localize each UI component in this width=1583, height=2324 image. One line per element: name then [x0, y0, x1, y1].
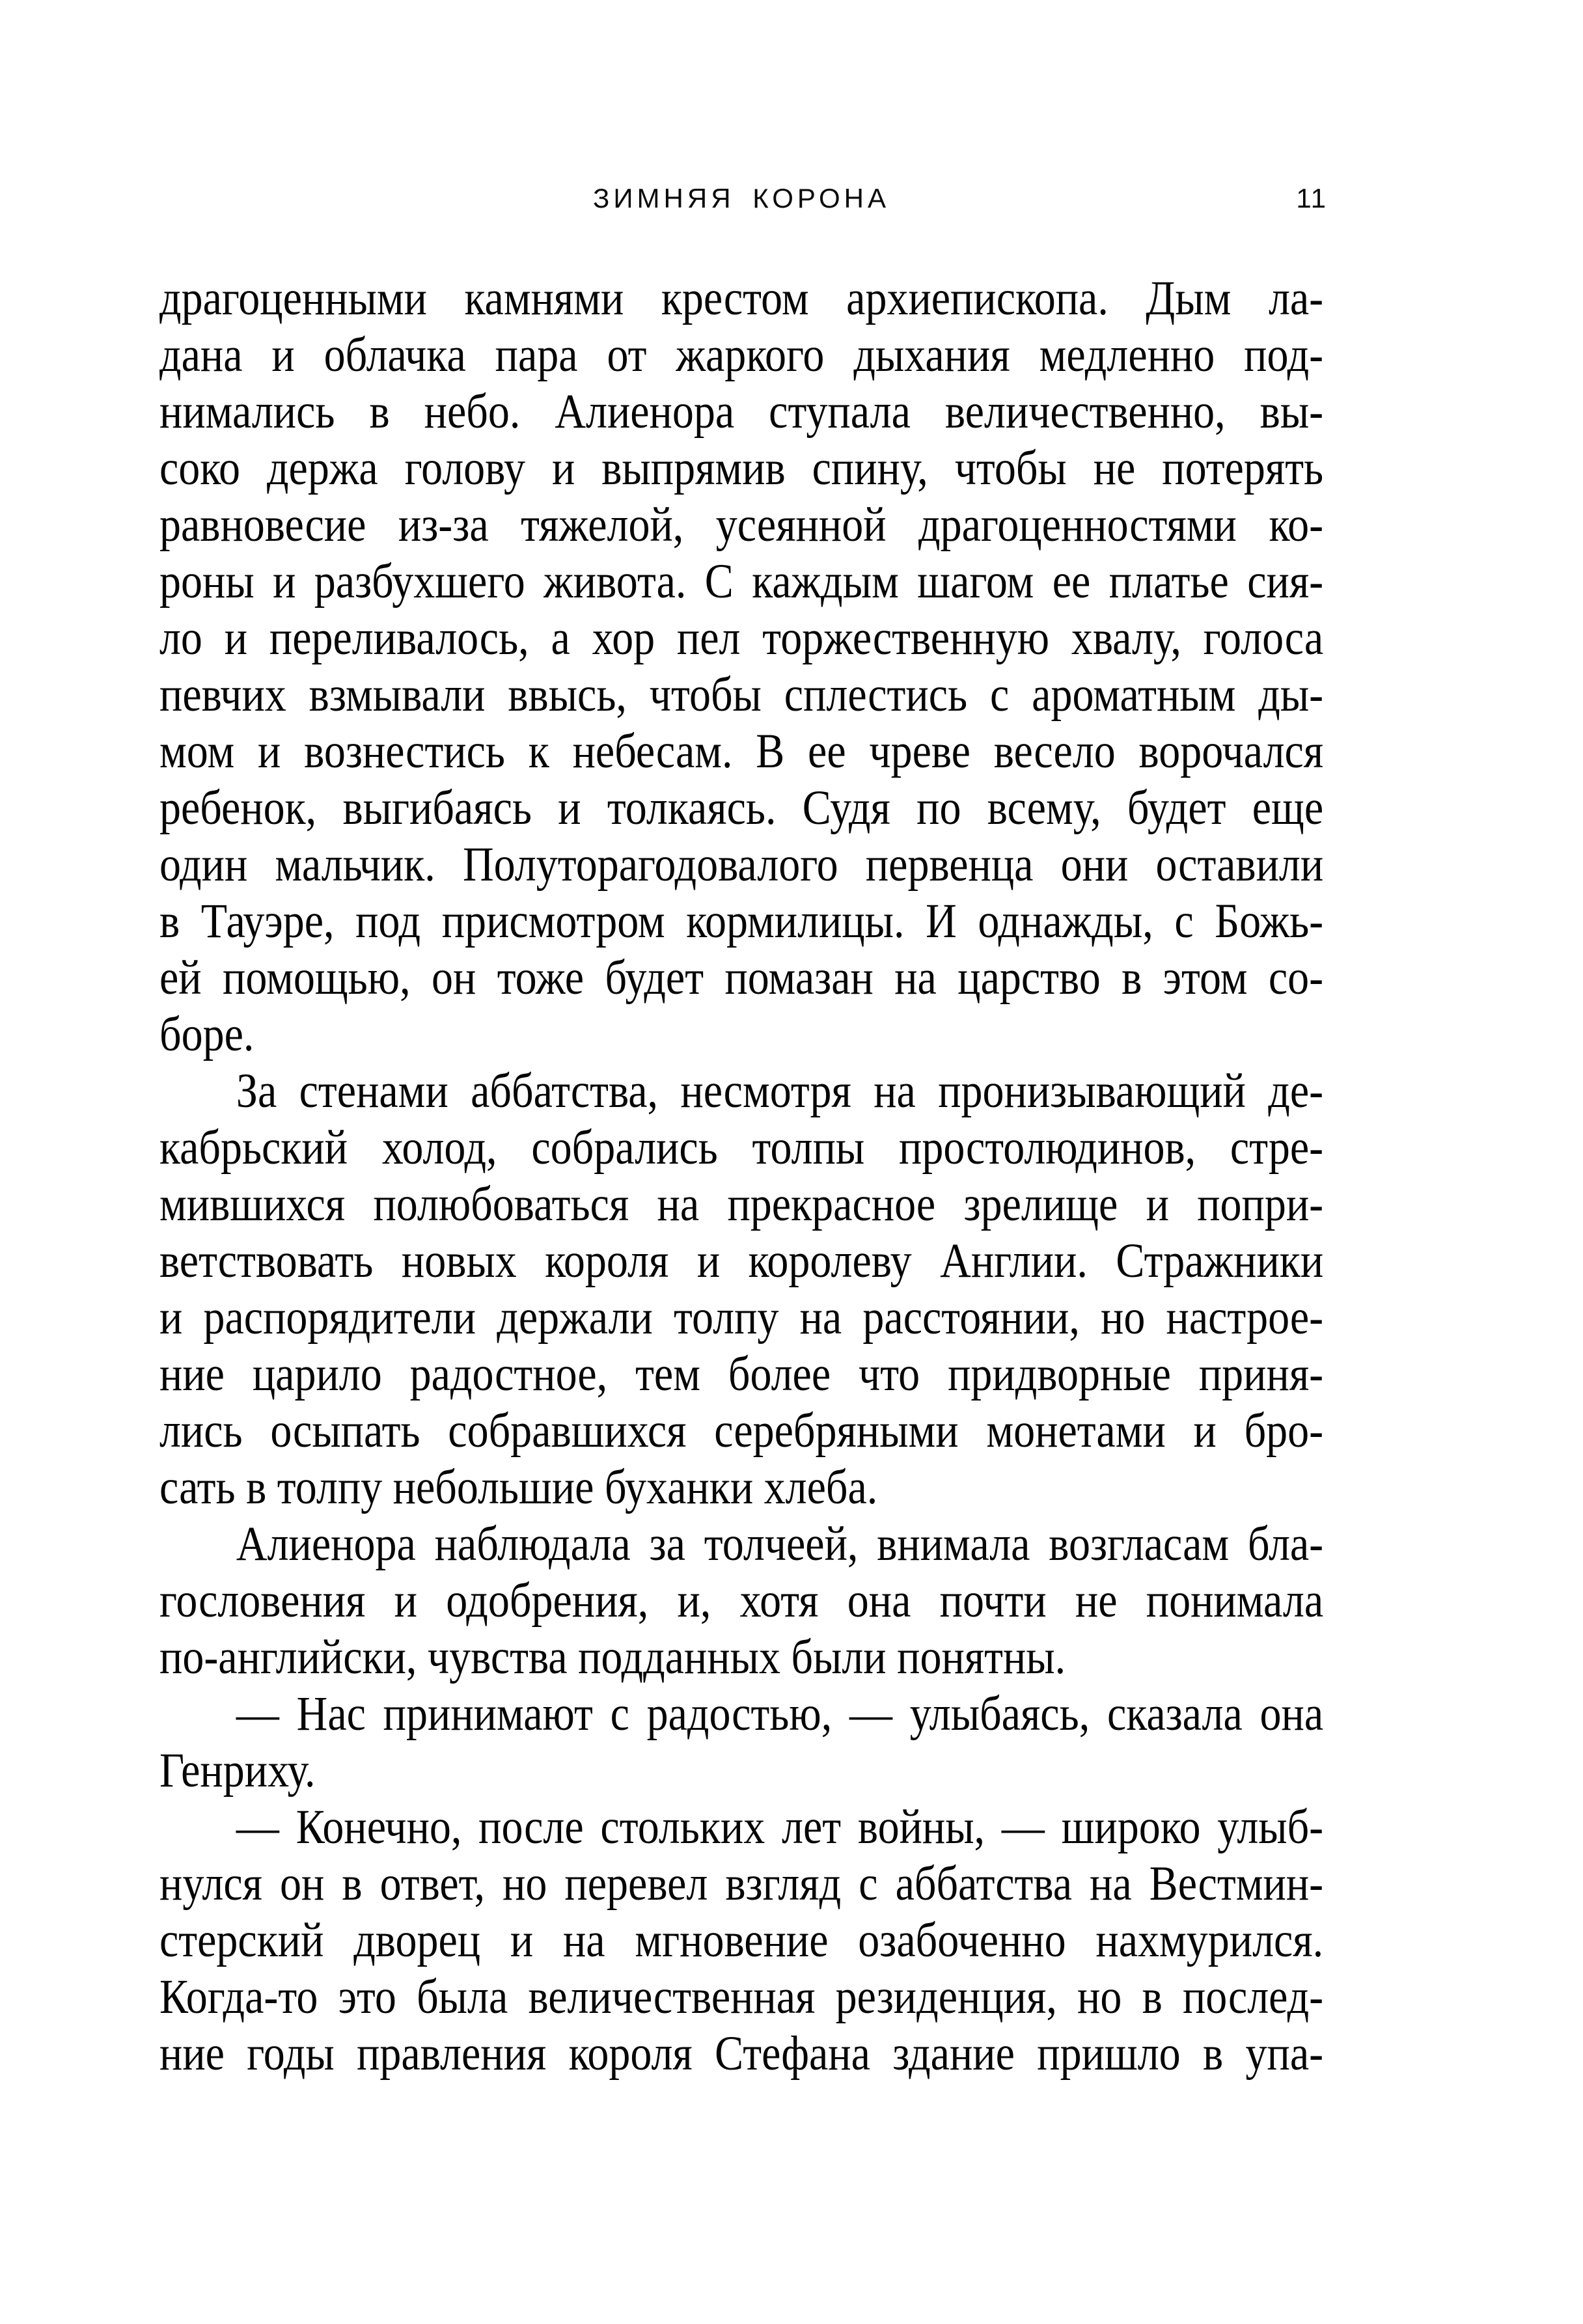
- text-line: дана и облачка пара от жаркого дыхания медленно под-: [159, 328, 1324, 382]
- text-frame: [159, 183, 1327, 2082]
- paragraph: [159, 1063, 1323, 1516]
- text-line: в Тауэре, под присмотром кормилицы. И однажды, с Божь-: [159, 894, 1324, 948]
- text-line: и распорядители держали толпу на расстоянии, но настрое-: [159, 1291, 1324, 1345]
- text-line: кабрьский холод, собрались толпы простолюдинов, стре-: [159, 1121, 1324, 1175]
- text-line: нимались в небо. Алиенора ступала величественно, вы-: [159, 385, 1324, 439]
- text-line: соко держа голову и выпрямив спину, чтобы не потерять: [159, 441, 1324, 495]
- text-line: мившихся полюбоваться на прекрасное зрелище и попри-: [159, 1177, 1324, 1231]
- text-line: — Конечно, после стольких лет войны, — широко улыб-: [236, 1800, 1324, 1854]
- text-line: ние годы правления короля Стефана здание пришло в упа-: [159, 2027, 1324, 2081]
- text-line: роны и разбухшего живота. С каждым шагом ее платье сия-: [159, 554, 1324, 608]
- text-line: — Нас принимают с радостью, — улыбаясь, сказала она: [236, 1687, 1324, 1741]
- text-line: боре.: [159, 1007, 255, 1061]
- paragraph: [159, 1686, 1323, 1799]
- text-column: [159, 270, 1323, 2082]
- text-line: равновесие из-за тяжелой, усеянной драгоценностями ко-: [159, 498, 1324, 552]
- text-line: лись осыпать собравшихся серебряными монетами и бро-: [159, 1404, 1324, 1458]
- running-header: [159, 183, 1327, 213]
- page-number: 11: [1296, 183, 1327, 213]
- text-line: нулся он в ответ, но перевел взгляд с аббатства на Вестмин-: [159, 1857, 1324, 1911]
- running-title: ЗИМНЯЯ КОРОНА: [593, 183, 890, 213]
- text-line: ей помощью, он тоже будет помазан на царство в этом со-: [159, 951, 1324, 1005]
- text-line: Генриху.: [159, 1743, 316, 1798]
- text-line: ветствовать новых короля и королеву Англии. Стражники: [159, 1234, 1324, 1288]
- text-line: ние царило радостное, тем более что придворные приня-: [159, 1347, 1324, 1401]
- text-line: мом и вознестись к небесам. В ее чреве весело ворочался: [159, 724, 1324, 778]
- paragraph: [159, 1799, 1323, 2082]
- text-line: ло и переливалось, а хор пел торжественную хвалу, голоса: [159, 611, 1324, 665]
- text-line: сать в толпу небольшие буханки хлеба.: [159, 1460, 878, 1514]
- text-line: За стенами аббатства, несмотря на пронизывающий де-: [236, 1064, 1324, 1118]
- text-line: по-английски, чувства подданных были понятны.: [159, 1630, 1066, 1684]
- text-line: стерский дворец и на мгновение озабоченно нахмурился.: [159, 1913, 1324, 1967]
- text-line: драгоценными камнями крестом архиепископа. Дым ла-: [159, 271, 1324, 325]
- text-line: певчих взмывали ввысь, чтобы сплестись с ароматным ды-: [159, 668, 1324, 722]
- text-line: Алиенора наблюдала за толчеей, внимала возгласам бла-: [236, 1517, 1324, 1571]
- text-line: гословения и одобрения, и, хотя она почти не понимала: [159, 1574, 1324, 1628]
- text-line: один мальчик. Полуторагодовалого первенца они оставили: [159, 838, 1324, 892]
- paragraph: [159, 1516, 1323, 1686]
- paragraph: [159, 270, 1323, 1063]
- text-line: ребенок, выгибаясь и толкаясь. Судя по всему, будет еще: [159, 781, 1324, 835]
- text-line: Когда-то это была величественная резиденция, но в послед-: [159, 1970, 1324, 2024]
